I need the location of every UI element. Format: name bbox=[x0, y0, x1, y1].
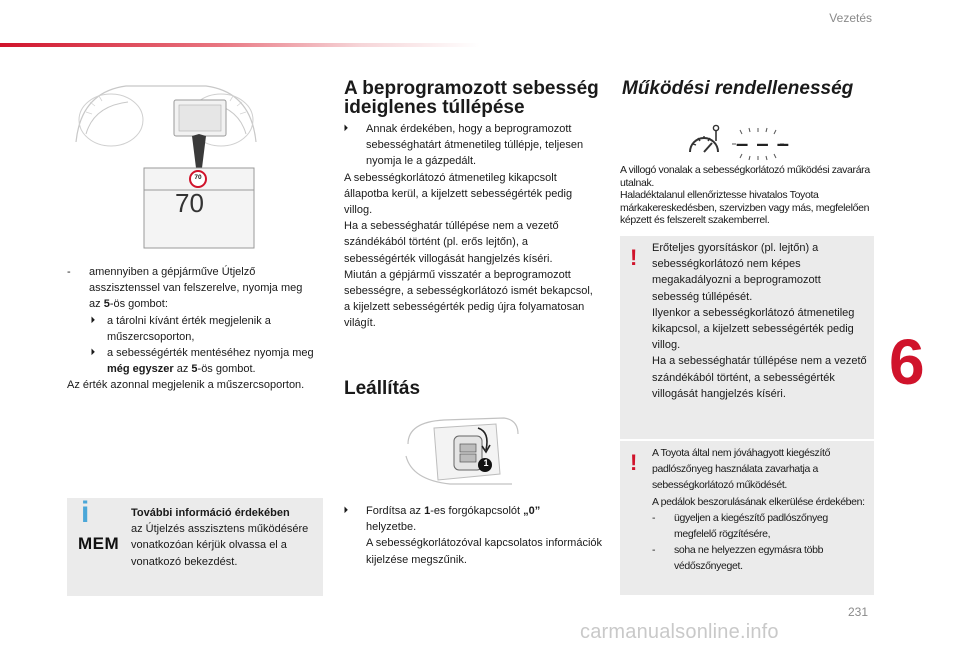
warning-2-item-1: - ügyeljen a kiegészítő padlószőnyeg megfelelő rögzítésére, bbox=[652, 511, 828, 541]
warning-2-item-2: - soha ne helyezzen egymásra több védőszőnyeget. bbox=[652, 544, 824, 573]
page-number: 231 bbox=[847, 605, 868, 619]
info-icon: i bbox=[81, 496, 90, 529]
steering-stalk-illustration bbox=[404, 414, 522, 490]
header-accent-bar bbox=[0, 43, 480, 47]
warning-icon-2: ! bbox=[630, 450, 638, 475]
dash-item: - amennyiben a gépjárműve Útjelző asszisztenssel van felszerelve, nyomja meg az 5-ös gombot: bbox=[67, 266, 303, 311]
instrument-cluster-illustration bbox=[66, 72, 266, 252]
knob-label: 1 bbox=[483, 458, 489, 468]
stop-title: Leállítás bbox=[344, 378, 421, 399]
left-paragraph: Az érték azonnal megjelenik a műszercsoporton. bbox=[67, 379, 305, 392]
sign-value: 70 bbox=[194, 174, 202, 181]
stop-bullet: 🞂 Fordítsa az 1-es forgókapcsolót „0” helyzetbe. A sebességkorlátozóval kapcsolatos információk kijelzése megszűnik. bbox=[344, 505, 603, 566]
section-title: Vezetés bbox=[829, 11, 872, 25]
warning-2-text-b: A pedálok beszorulásának elkerülése érdekében: bbox=[652, 495, 865, 508]
middle-para-2: Ha a sebességhatár túllépése nem a vezető szándékából történt (pl. erős lejtőn), a sebességérték villogását hangjelzés kíséri. bbox=[344, 220, 559, 265]
chapter-number: 6 bbox=[889, 326, 925, 398]
display-value: 70 bbox=[175, 188, 204, 218]
warning-1-text-b: Ilyenkor a sebességkorlátozó átmenetileg kikapcsol, a kijelzett sebességérték pedig villog. bbox=[652, 306, 855, 352]
fault-caption: A villogó vonalak a sebességkorlátozó működési zavarára utalnak. bbox=[620, 164, 870, 189]
warning-icon-1: ! bbox=[630, 245, 638, 270]
fault-dashes: – – – bbox=[736, 131, 790, 156]
warning-1-text-a: Erőteljes gyorsításkor (pl. lejtőn) a sebességkorlátozó nem képes megakadályozni a beprogramozott sebesség túllépését. bbox=[652, 242, 821, 303]
info-text: az Útjelzés asszisztens működésére vonatkozóan kérjük olvassa el a vonatkozó bekezdést. bbox=[131, 523, 309, 568]
middle-bullet: 🞂 Annak érdekében, hogy a beprogramozott sebességhatárt átmenetileg túllépje, teljesen nyomja le a gázpedált. bbox=[344, 123, 584, 168]
sub-item-2: 🞂 a sebességérték mentéséhez nyomja meg még egyszer az 5-ös gombot. bbox=[91, 347, 314, 376]
middle-para-3: Miután a gépjármű visszatér a beprogramozott sebességre, a sebességkorlátozó ismét bekapcsol, a kijelzett sebességérték pedig újra folyamatosan világít. bbox=[344, 268, 593, 330]
right-title: Működési rendellenesség bbox=[622, 78, 854, 99]
warning-2-text-a: A Toyota által nem jóváhagyott kiegészítő padlószőnyeg használata zavarhatja a sebességkorlátozó működését. bbox=[652, 447, 831, 492]
fault-caption-2: Haladéktalanul ellenőriztesse hivatalos Toyota márkakereskedésben, szervizben vagy más, megfelelően képzett és felszerelt szakemberrel. bbox=[620, 189, 870, 226]
middle-title: A beprogramozott sebesség ideiglenes túllépése bbox=[344, 78, 599, 118]
sub-item-1: 🞂 a tárolni kívánt érték megjelenik a műszercsoporton, bbox=[91, 314, 271, 343]
mem-badge: MEM bbox=[78, 534, 120, 553]
watermark: carmanualsonline.info bbox=[580, 621, 779, 643]
info-title: További információ érdekében bbox=[131, 507, 290, 519]
warning-1-text-c: Ha a sebességhatár túllépése nem a vezető szándékából történt, a sebességérték villogását hangjelzés kíséri. bbox=[652, 355, 867, 400]
middle-para-1: A sebességkorlátozó átmenetileg kikapcsolt állapotba kerül, a kijelzett sebességérték pedig villog. bbox=[344, 171, 573, 217]
